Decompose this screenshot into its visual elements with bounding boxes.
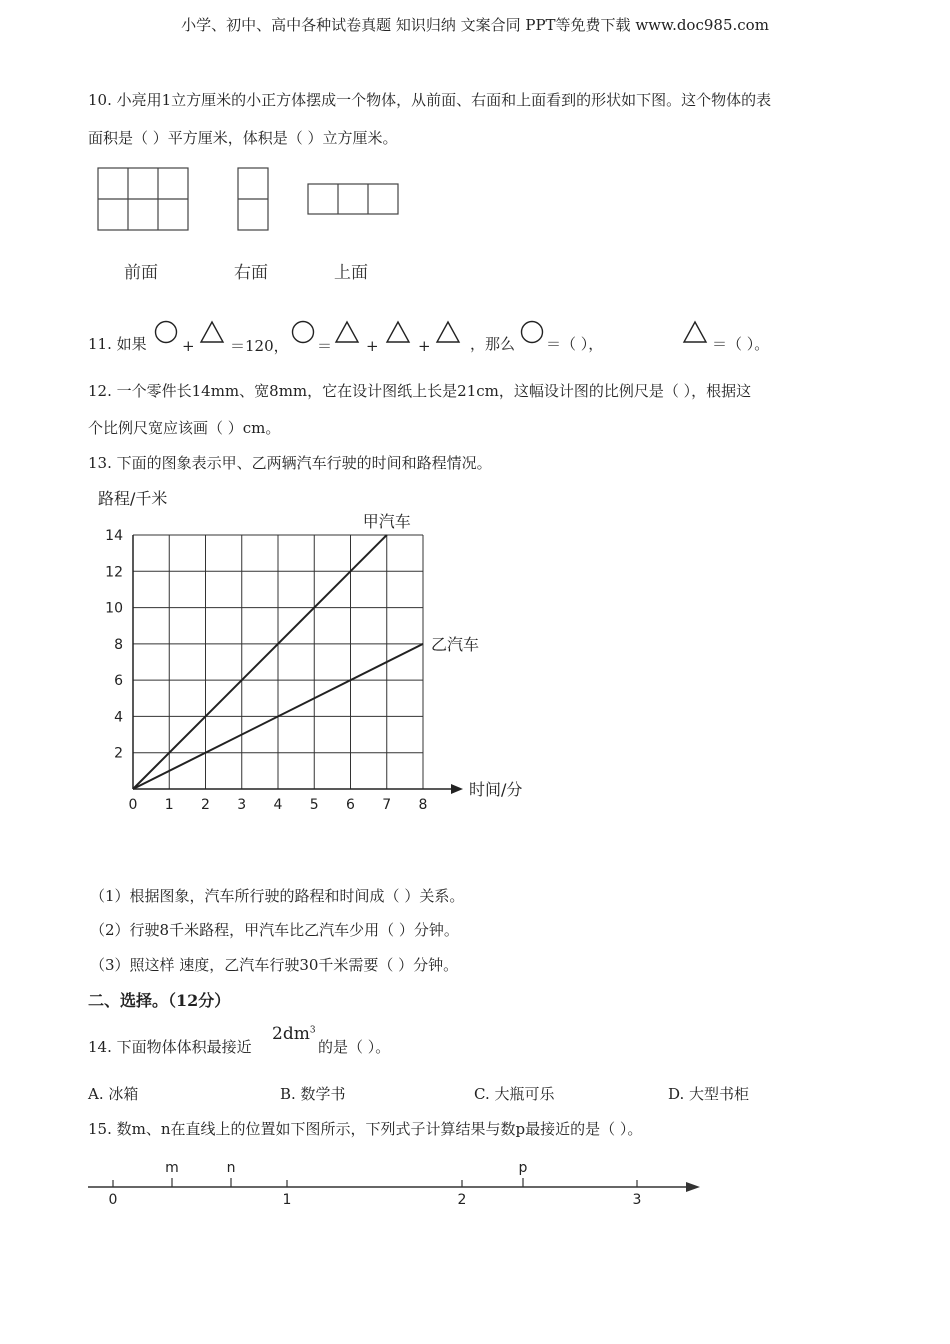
x-tick-label-4: 4 [273,797,283,813]
distance-time-chart [90,480,540,820]
q11-eq: ＝ [317,337,333,355]
q11-blank-circle: ＝（ ）， [546,335,604,353]
q14-prefix: 14. 下面物体体积最接近 [88,1038,252,1056]
label-0: 0 [108,1192,118,1208]
number-line-arrow-icon [686,1182,700,1192]
q14-option-a[interactable]: A. 冰箱 [88,1085,139,1103]
triangle-icon [682,320,708,344]
label-2: 2 [457,1192,467,1208]
circle-icon [520,320,544,344]
q14-option-c[interactable]: C. 大瓶可乐 [474,1085,555,1103]
x-tick-label-7: 7 [382,797,392,813]
q11-eq120: ＝120， [230,337,289,355]
y-tick-label-12: 12 [105,564,123,581]
q13-sub3: （3）照这样 速度，乙汽车行驶30千米需要（ ）分钟。 [90,956,459,974]
q13-text: 13. 下面的图象表示甲、乙两辆汽车行驶的时间和路程情况。 [88,454,492,472]
label-top: 上面 [334,263,368,283]
q11-then: ，那么 [470,335,516,353]
label-p: p [518,1160,528,1176]
label-m: m [165,1160,179,1176]
page-header: 小学、初中、高中各种试卷真题 知识归纳 文案合同 PPT等免费下载 www.doc985.com [181,16,769,34]
q11-plus-3: + [418,337,431,355]
x-axis-arrow-icon [451,784,463,794]
q14-unit [272,1024,316,1044]
x-tick-label-5: 5 [309,797,319,813]
triangle-icon [334,320,360,344]
y-tick-label-14: 14 [105,528,123,544]
q12-line2: 个比例尺宽应该画（ ）cm。 [88,419,281,437]
q10-line1: 10. 小亮用1立方厘米的小正方体摆成一个物体，从前面、右面和上面看到的形状如下图。这个物体的表 [88,91,772,109]
label-right: 右面 [234,263,268,283]
q13-sub2: （2）行驶8千米路程，甲汽车比乙汽车少用（ ）分钟。 [90,921,459,939]
x-axis-label: 时间/分 [469,780,523,799]
q11-plus-1: + [182,337,195,355]
q15-text: 15. 数m、n在直线上的位置如下图所示，下列式子计算结果与数p最接近的是（ ）。 [88,1120,643,1138]
triangle-icon [199,320,225,344]
q14-unit-sup: 3 [309,1025,316,1036]
triangle-icon [435,320,461,344]
q13-sub1: （1）根据图象，汽车所行驶的路程和时间成（ ）关系。 [90,887,465,905]
x-tick-label-6: 6 [346,797,355,813]
number-line [80,1150,720,1220]
y-tick-label-2: 2 [114,745,123,762]
y-tick-label-8: 8 [114,636,123,653]
q14-option-d[interactable]: D. 大型书柜 [668,1085,750,1103]
y-axis-label: 路程/千米 [98,489,168,508]
q12-line1: 12. 一个零件长14mm、宽8mm，它在设计图纸上长是21cm，这幅设计图的比例尺是（ ），根据这 [88,382,752,400]
front-view-grid [98,168,188,230]
y-tick-label-6: 6 [114,673,123,690]
q10-views-figure [90,160,420,240]
label-3: 3 [632,1192,642,1208]
x-tick-label-3: 3 [237,797,247,813]
series-label-yi: 乙汽车 [431,634,480,654]
x-tick-label-2: 2 [201,797,210,813]
triangle-icon [385,320,411,344]
series-label-jia: 甲汽车 [362,512,411,531]
q10-line2: 面积是（ ）平方厘米，体积是（ ）立方厘米。 [88,129,398,147]
q11-blank-triangle: ＝（ ）。 [712,335,770,353]
y-tick-label-4: 4 [114,709,123,726]
circle-icon [154,320,178,344]
q14-unit-text: 2dm [272,1024,310,1044]
x-tick-label-8: 8 [418,797,428,813]
x-tick-label-0: 0 [128,797,138,813]
label-n: n [226,1160,236,1176]
q11-plus-2: + [366,337,379,355]
series-line-jia [133,535,387,789]
y-tick-label-10: 10 [105,600,123,617]
circle-icon [291,320,315,344]
q11-prefix: 11. 如果 [88,335,147,353]
label-1: 1 [282,1192,292,1208]
q14-suffix: 的是（ ）。 [318,1038,391,1056]
x-tick-label-1: 1 [164,797,174,813]
right-view-grid [238,168,268,230]
label-front: 前面 [124,263,158,283]
q14-option-b[interactable]: B. 数学书 [280,1085,346,1103]
section-title: 二、选择。（12分） [88,991,231,1010]
top-view-grid [308,184,398,214]
